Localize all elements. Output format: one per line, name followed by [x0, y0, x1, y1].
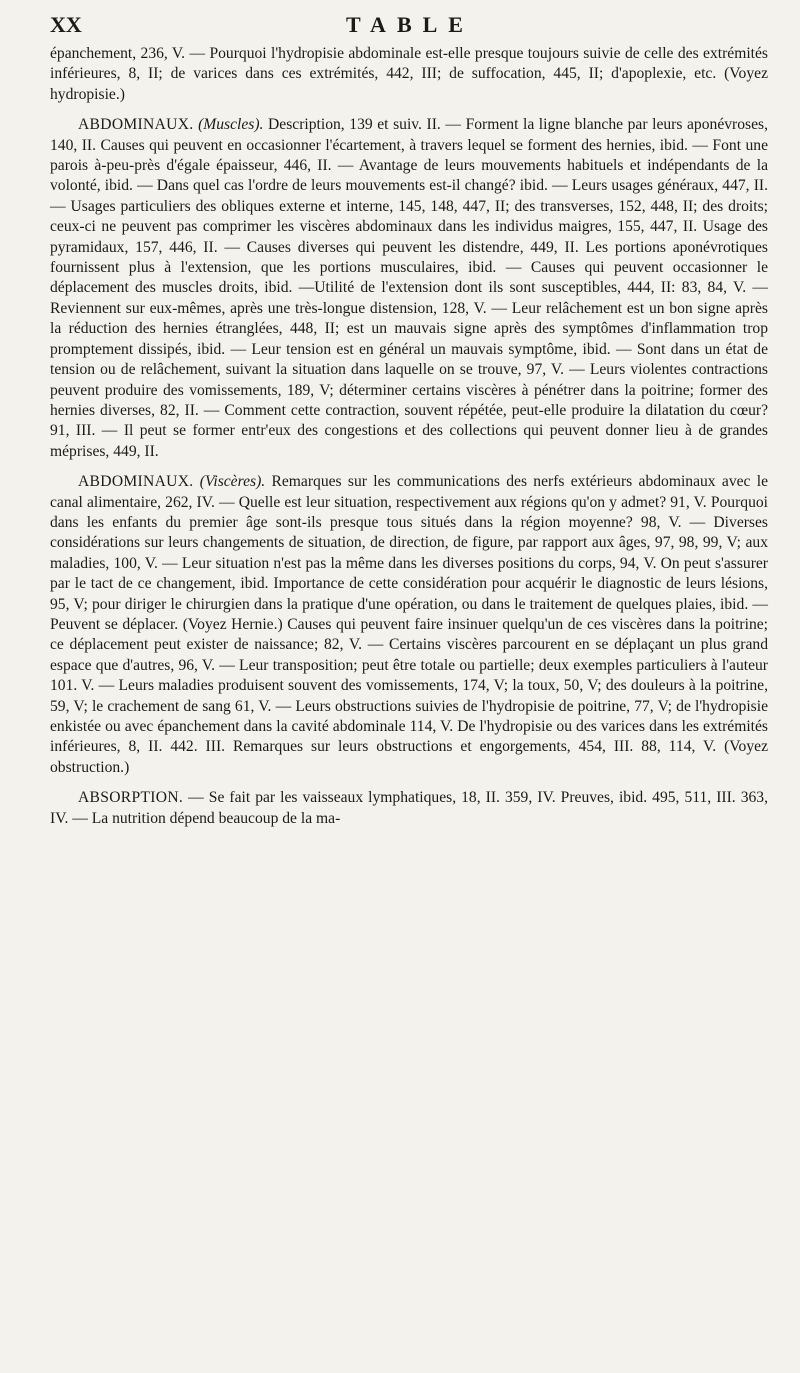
- index-entry-visceres: [50, 472, 768, 778]
- entry-text: Remarques sur les communications des nerfs extérieurs abdominaux avec le canal alimentaire, 262, IV. — Quelle est leur situation, respectivement aux régions qu'on y admet? 91, V. Pourquoi dans les enfants du premier âge sont-ils presque tous situés dans la région moyenne? 98, V. — Diverses considérations sur leurs changements de situation, de direction, de figure, par rapport aux âges, 97, 98, 99, V; aux maladies, 100, V. — Leur situation n'est pas la même dans les diverses positions du corps, 94, V. On peut s'assurer par le tact de ce changement, ibid. Importance de cette considération pour acquérir le diagnostic de leurs lésions, 95, V; pour diriger le chirurgien dans la pratique d'une opération, ou dans le traitement de quelques plaies, ibid. — Peuvent se déplacer. (Voyez Hernie.) Causes qui peuvent faire insinuer quelqu'un de ces viscères dans la poitrine; ce déplacement peut exister de naissance; 82, V. — Certains viscères parcourent en se déplaçant un plus grand espace que d'autres, 96, V. — Leur transposition; peut être totale ou partielle; deux exemples particuliers à l'auteur 101. V. — Leurs maladies produisent souvent des vomissements, 174, V; la toux, 50, V; des douleurs à la poitrine, 59, V; le crachement de sang 61, V. — Leurs obstructions suivies de l'hydropisie de poitrine, 77, V; de l'hydropisie enkistée ou avec épanchement dans la cavité abdominale 114, V. De l'hydropisie ou des varices dans les extrémités inférieures, 8, II. 442. III. Remarques sur leurs obstructions et engorgements, 454, III. 88, 114, V. (Voyez obstruction.): [50, 473, 768, 776]
- entry-text: épanchement, 236, V. — Pourquoi l'hydropisie abdominale est-elle presque toujours suivie de celle des extrémités inférieures, 8, II; de varices dans ces extrémités, 442, III; de suffocation, 445, II; d'apoplexie, etc. (Voyez hydropisie.): [50, 45, 768, 103]
- entry-text: — Se fait par les vaisseaux lymphatiques, 18, II. 359, IV. Preuves, ibid. 495, 511, III. 363, IV. — La nutrition dépend beaucoup de la ma-: [50, 789, 769, 827]
- entry-heading: ABDOMINAUX.: [78, 116, 194, 134]
- page-header: [50, 12, 770, 42]
- index-entry-absorption: [50, 788, 768, 829]
- entry-heading: ABSORPTION.: [78, 789, 184, 807]
- entry-text: Description, 139 et suiv. II. — Forment la ligne blanche par leurs aponévroses, 140, II. Causes qui peuvent en occasionner l'écartement, à travers lequel se forment des hernies, ibid. — Font une parois à-peu-près d'égale épaisseur, 446, II. — Avantage de leurs mouvements habituels et indépendants de la volonté, ibid. — Dans quel cas l'ordre de leurs mouvements est-il changé? ibid. — Leurs usages généraux, 447, II. — Usages particuliers des obliques externe et interne, 145, 148, 447, II; des transverses, 152, 448, II; des droits; ceux-ci ne peuvent pas comprimer les viscères abdominaux dans les individus maigres, 155, 447, II. Usage des pyramidaux, 157, 446, II. — Causes diverses qui peuvent les distendre, 449, II. Les portions aponévrotiques fournissent plus à l'extension, que les portions musculaires, ibid. — Causes qui peuvent occasionner le déplacement des muscles droits, ibid. —Utilité de l'extension dont ils sont susceptibles, 444, II: 83, 84, V. — Reviennent sur eux-mêmes, après une très-longue distension, 128, V. — Leur relâchement est un bon signe après la réduction des hernies étranglées, 448, II; est un mauvais signe après des symptômes d'inflammation trop promptement dissipés, ibid. — Leur tension est en général un mauvais symptôme, ibid. — Sont dans un état de tension ou de relâchement, suivant la situation dans laquelle on se trouve, 97, V. — Leurs violentes contractions peuvent produire des vomissements, 189, V; déterminer certains viscères à pénétrer dans la poitrine; former des hernies diverses, 82, II. — Comment cette contraction, souvent répétée, peut-elle produire la dilatation du cœur? 91, III. — Il peut se former entr'eux des congestions et des collections qui peuvent donner lieu à de grandes méprises, 449, II.: [50, 116, 768, 460]
- entry-subheading: (Muscles).: [198, 116, 264, 134]
- entry-heading: ABDOMINAUX.: [78, 473, 194, 491]
- page-number: XX: [50, 12, 82, 37]
- entry-subheading: (Viscères).: [199, 473, 266, 491]
- running-title: TABLE: [346, 12, 474, 37]
- index-entry-muscles: [50, 115, 768, 462]
- index-entry-continuation: [50, 44, 768, 105]
- index-text: [50, 44, 768, 839]
